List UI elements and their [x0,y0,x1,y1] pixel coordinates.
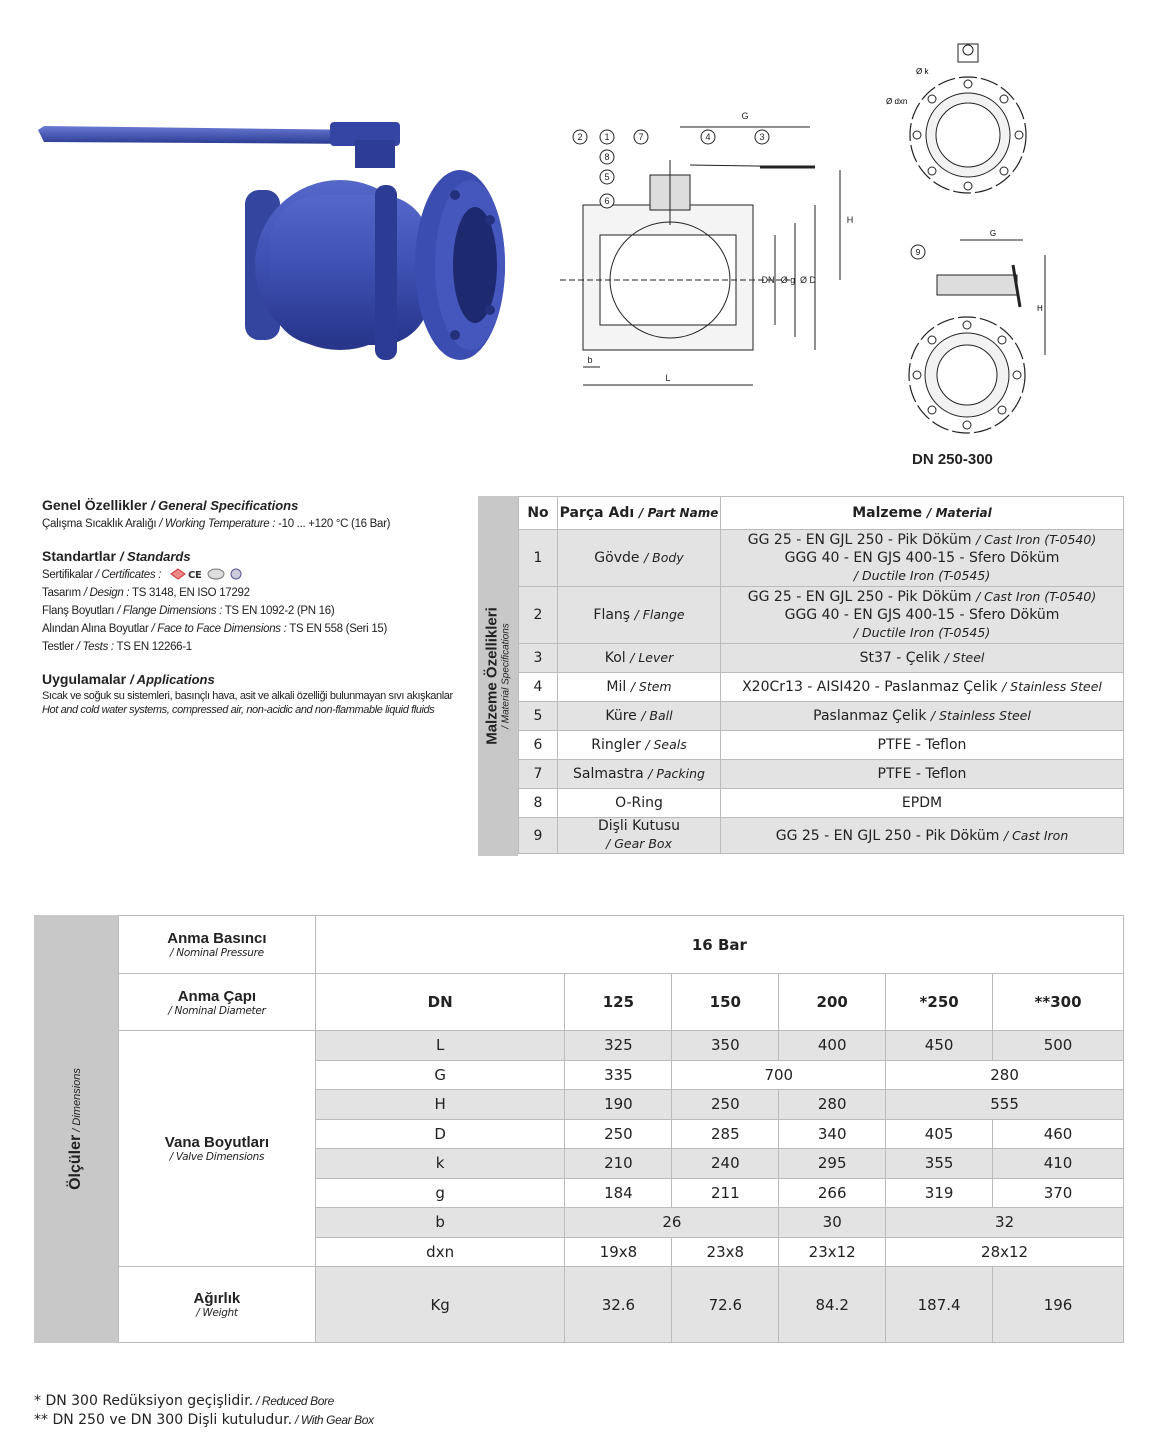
dim-value: 19x8 [565,1237,672,1267]
drawing-caption: DN 250-300 [912,451,993,468]
table-row [519,731,1124,760]
callout-9: 9 [915,248,921,257]
dim-name: dxn [315,1237,565,1267]
material-side-title: Malzeme Özellikleri [483,607,501,745]
lever-handle [38,126,370,144]
dim-label-D: Ø D [799,275,817,285]
dim-value: 350 [672,1031,779,1061]
nominal-pressure-row [119,916,1124,974]
section-drawing [560,105,860,395]
header-part: Parça Adı / Part Name [558,497,721,530]
tests-line [42,638,462,656]
standards-title-en: / Standards [119,549,191,564]
callout-2: 2 [577,132,583,142]
row-material: PTFE - Teflon [721,760,1124,789]
row-part: Mil / Stem [558,673,721,702]
weight-value: 187.4 [886,1267,993,1343]
row-part: Salmastra / Packing [558,760,721,789]
tests-label-en: / Tests : [73,641,114,653]
dim-value: 23x8 [672,1237,779,1267]
dim-value: 26 [565,1208,779,1238]
dim-value: 405 [886,1119,993,1149]
dim-value: 450 [886,1031,993,1061]
applications-title [42,670,462,689]
design-label: Tasarım [42,587,81,599]
table-row [519,644,1124,673]
table-row [519,818,1124,854]
dim-value: 400 [779,1031,886,1061]
row-no: 2 [519,587,558,644]
row-part: O-Ring [558,789,721,818]
valve-photo [30,100,510,390]
dim-value: 210 [565,1149,672,1179]
row-no: 8 [519,789,558,818]
size-300: **300 [993,974,1124,1031]
design-value: TS 3148, EN ISO 17292 [129,587,250,599]
dim-value: 285 [672,1119,779,1149]
row-part: Flanş / Flange [558,587,721,644]
dim-value: 319 [886,1178,993,1208]
table-row [519,760,1124,789]
gear-label-G: G [989,229,997,238]
dim-value: 28x12 [886,1237,1124,1267]
dim-value: 23x12 [779,1237,886,1267]
dim-name: g [315,1178,565,1208]
table-row [519,587,1124,644]
dim-value: 184 [565,1178,672,1208]
design-label-en: / Design : [80,587,130,599]
dim-name: H [315,1090,565,1120]
row-material: EPDM [721,789,1124,818]
weight-row [119,1267,1124,1343]
header-no: No [519,497,558,530]
dimensions-side-sub: / Dimensions [71,1068,83,1135]
dim-value: 700 [672,1060,886,1090]
design-line [42,584,462,602]
table-row [519,702,1124,731]
dim-value: 240 [672,1149,779,1179]
row-no: 9 [519,818,558,854]
dim-name: k [315,1149,565,1179]
dim-value: 280 [886,1060,1124,1090]
footnote-1: * DN 300 Redüksiyon geçişlidir. / Reduced Bore [34,1393,334,1409]
row-no: 3 [519,644,558,673]
temp-line [42,515,462,533]
size-150: 150 [672,974,779,1031]
applications-title-en: / Applications [129,672,215,687]
dim-value: 555 [886,1090,1124,1120]
dim-value: 250 [565,1119,672,1149]
table-row [519,530,1124,587]
label-dxn: Ø dxn [886,97,908,106]
general-title [42,496,462,515]
f2f-value: TS EN 558 (Seri 15) [286,623,388,635]
row-part: Dişli Kutusu / Gear Box [558,818,721,854]
dim-label-G: G [741,111,749,121]
flange-label: Flanş Boyutları [42,605,115,617]
applications-title-tr: Uygulamalar [42,671,127,687]
dim-value: 460 [993,1119,1124,1149]
row-no: 7 [519,760,558,789]
weight-value: 72.6 [672,1267,779,1343]
standards-title-tr: Standartlar [42,548,116,564]
dim-value: 335 [565,1060,672,1090]
dim-value: 410 [993,1149,1124,1179]
row-part: Küre / Ball [558,702,721,731]
row-part: Kol / Lever [558,644,721,673]
applications-text-tr: Sıcak ve soğuk su sistemleri, basınçlı hava, asit ve alkali özelliği bulunmayan sıvı akışkanlar [42,690,453,702]
dim-value: 30 [779,1208,886,1238]
dim-label-b: b [587,355,593,365]
dim-value: 280 [779,1090,886,1120]
tests-value: TS EN 12266-1 [113,641,192,653]
size-125: 125 [565,974,672,1031]
callout-6: 6 [604,196,610,206]
dim-label-H: H [846,215,854,225]
cert-label-en: / Certificates : [92,569,162,581]
dim-value: 340 [779,1119,886,1149]
standards-title [42,547,462,566]
row-material: Paslanmaz Çelik / Stainless Steel [721,702,1124,731]
callout-3: 3 [759,132,765,142]
dimensions-table [118,915,1124,1343]
weight-value: 84.2 [779,1267,886,1343]
nominal-pressure-label: Anma Basıncı / Nominal Pressure [119,916,316,974]
flange-view [880,40,1050,200]
dn-header: DN [315,974,565,1031]
row-no: 6 [519,731,558,760]
dim-label-L: L [665,373,671,383]
dim-name: L [315,1031,565,1061]
weight-value: 32.6 [565,1267,672,1343]
svg-text:CE: CE [188,570,202,580]
material-side-sub: / Material Specifications [500,623,512,729]
row-no: 1 [519,530,558,587]
f2f-line [42,620,462,638]
nominal-diameter-label: Anma Çapı / Nominal Diameter [119,974,316,1031]
certificate-logos-icon [170,568,248,580]
footnotes [34,1392,374,1430]
row-material: X20Cr13 - AISI420 - Paslanmaz Çelik / Stainless Steel [721,673,1124,702]
callout-4: 4 [705,132,711,142]
dim-value: 500 [993,1031,1124,1061]
nominal-diameter-row [119,974,1124,1031]
dim-value: 355 [886,1149,993,1179]
callout-1: 1 [604,132,610,142]
temp-label-en: / Working Temperature : [156,518,276,530]
row-material: St37 - Çelik / Steel [721,644,1124,673]
dim-value: 250 [672,1090,779,1120]
general-title-tr: Genel Özellikler [42,497,148,513]
flange-value: TS EN 1092-2 (PN 16) [222,605,335,617]
dim-value: 370 [993,1178,1124,1208]
f2f-label: Alından Alına Boyutlar [42,623,149,635]
dim-label-g: Ø g [780,275,796,285]
material-side-panel [478,496,518,856]
table-row [519,673,1124,702]
valve-dims-label: Vana Boyutları / Valve Dimensions [119,1031,316,1267]
dim-value: 325 [565,1031,672,1061]
cert-label: Sertifikalar [42,569,93,581]
material-header-row [519,497,1124,530]
callout-8: 8 [604,152,610,162]
footnote-2: ** DN 250 ve DN 300 Dişli kutuludur. / With Gear Box [34,1412,374,1428]
callout-5: 5 [604,172,610,182]
general-title-en: / General Specifications [150,498,299,513]
weight-label: Ağırlık / Weight [119,1267,316,1343]
gear-label-H: H [1037,304,1043,313]
dimensions-side-panel [34,915,118,1343]
general-specs [42,496,462,717]
dim-row-L [119,1031,1124,1061]
weight-value: 196 [993,1267,1124,1343]
material-table [518,496,1124,854]
dim-name: b [315,1208,565,1238]
size-250: *250 [886,974,993,1031]
size-200: 200 [779,974,886,1031]
weight-unit: Kg [315,1267,565,1343]
dim-value: 295 [779,1149,886,1179]
dim-value: 266 [779,1178,886,1208]
row-material: GG 25 - EN GJL 250 - Pik Döküm / Cast Iron (T-0540) GGG 40 - EN GJS 400-15 - Sfero Döküm / Ductile Iron (T-0545) [721,587,1124,644]
flange-label-en: / Flange Dimensions : [114,605,223,617]
row-no: 5 [519,702,558,731]
row-material: GG 25 - EN GJL 250 - Pik Döküm / Cast Iron (T-0540) GGG 40 - EN GJS 400-15 - Sfero Döküm / Ductile Iron (T-0545) [721,530,1124,587]
gearbox-view [905,225,1055,440]
temp-label: Çalışma Sıcaklık Aralığı [42,518,157,530]
dim-label-DN: DN [761,275,775,285]
header-material: Malzeme / Material [721,497,1124,530]
f2f-label-en: / Face to Face Dimensions : [148,623,287,635]
row-material: GG 25 - EN GJL 250 - Pik Döküm / Cast Iron [721,818,1124,854]
table-row [519,789,1124,818]
dimensions-side-title: Ölçüler [67,1134,84,1190]
applications-text-en: Hot and cold water systems, compressed air, non-acidic and non-flammable liquid fluids [42,704,435,716]
row-part: Gövde / Body [558,530,721,587]
cert-line [42,566,462,584]
row-material: PTFE - Teflon [721,731,1124,760]
flange-line [42,602,462,620]
dim-value: 190 [565,1090,672,1120]
dim-value: 32 [886,1208,1124,1238]
label-k: Ø k [916,67,929,76]
tests-label: Testler [42,641,74,653]
temp-value: -10 ... +120 °C (16 Bar) [275,518,391,530]
row-part: Ringler / Seals [558,731,721,760]
callout-7: 7 [638,132,644,142]
dim-value: 211 [672,1178,779,1208]
dim-name: G [315,1060,565,1090]
row-no: 4 [519,673,558,702]
nominal-pressure-value: 16 Bar [315,916,1123,974]
dim-name: D [315,1119,565,1149]
